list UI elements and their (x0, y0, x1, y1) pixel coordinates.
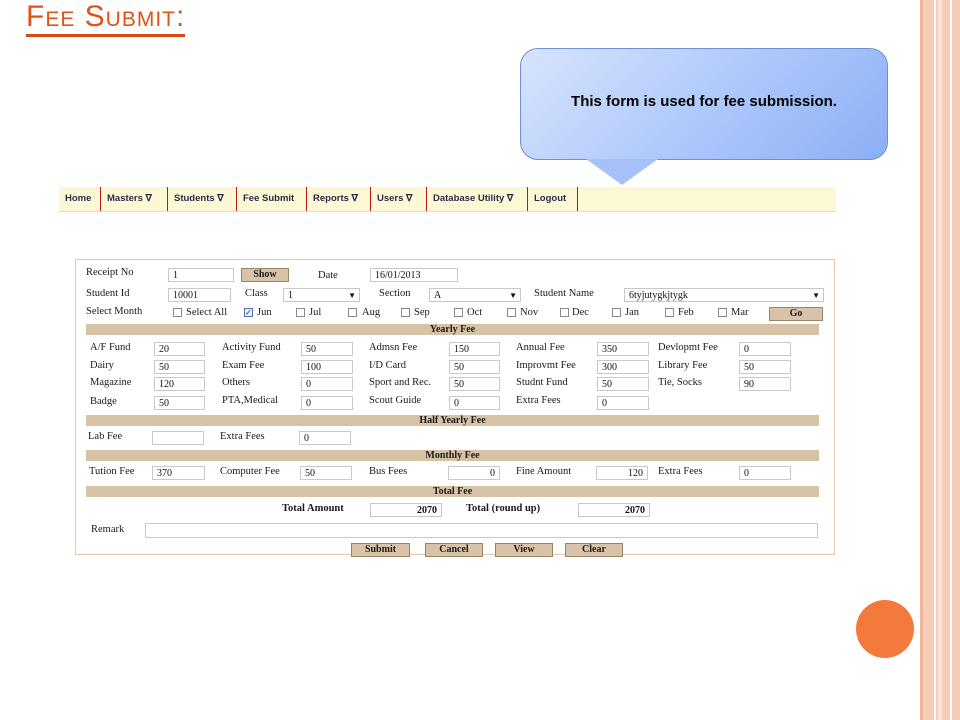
class-select[interactable] (283, 288, 360, 302)
fee-input[interactable]: 50 (154, 396, 205, 410)
menu-students[interactable]: Students ∇ (168, 187, 237, 211)
section-label: Section (379, 288, 411, 299)
fee-label: Sport and Rec. (369, 377, 432, 388)
fee-input[interactable]: 50 (449, 377, 500, 391)
fee-label: Studnt Fund (516, 377, 568, 388)
callout-text: This form is used for fee submission. (571, 93, 837, 110)
fee-input[interactable]: 350 (597, 342, 649, 356)
cancel-button[interactable]: Cancel (425, 543, 483, 557)
callout-tail (586, 159, 658, 185)
view-button[interactable]: View (495, 543, 553, 557)
month-checkbox-select-all[interactable] (173, 308, 182, 317)
total-round-up-input[interactable]: 2070 (578, 503, 650, 517)
fee-input[interactable] (152, 431, 204, 445)
fee-label: Bus Fees (369, 466, 408, 477)
section-header-half-yearly-fee: Half Yearly Fee (86, 415, 819, 426)
show-button[interactable]: Show (241, 268, 289, 282)
fee-input[interactable]: 0 (301, 377, 353, 391)
section-header-yearly-fee: Yearly Fee (86, 324, 819, 335)
receipt-no-label: Receipt No (86, 267, 134, 278)
month-checkbox-jun[interactable]: ✓ (245, 308, 252, 317)
slide-title: Fee Submit: (26, 0, 185, 37)
fee-label: Annual Fee (516, 342, 565, 353)
student-name-select[interactable] (624, 288, 824, 302)
fee-label: Magazine (90, 377, 132, 388)
month-label-jul: Jul (309, 307, 322, 318)
month-checkbox-jan[interactable] (612, 308, 621, 317)
fee-input[interactable]: 50 (300, 466, 352, 480)
total-round-up-label: Total (round up) (466, 503, 541, 514)
fee-label: Exam Fee (222, 360, 265, 371)
fee-input[interactable]: 120 (596, 466, 648, 480)
fee-input[interactable]: 0 (449, 396, 500, 410)
fee-label: Computer Fee (220, 466, 280, 477)
fee-label: Library Fee (658, 360, 708, 371)
fee-label: Badge (90, 396, 117, 407)
submit-button[interactable]: Submit (351, 543, 410, 557)
fee-input[interactable]: 90 (739, 377, 791, 391)
month-label-dec: Dec (572, 307, 589, 318)
fee-input[interactable]: 50 (597, 377, 649, 391)
month-label-nov: Nov (520, 307, 539, 318)
section-header-total-fee: Total Fee (86, 486, 819, 497)
fee-input[interactable]: 50 (301, 342, 353, 356)
fee-label: Extra Fees (516, 395, 561, 406)
month-checkbox-jul[interactable] (296, 308, 305, 317)
fee-label: I/D Card (369, 360, 407, 371)
fee-label: Tution Fee (89, 466, 135, 477)
fee-input[interactable]: 50 (739, 360, 791, 374)
class-select-value: 1 (288, 290, 293, 301)
month-checkbox-nov[interactable] (507, 308, 516, 317)
chevron-down-icon: ▼ (812, 291, 820, 300)
month-label-jun: Jun (257, 307, 272, 318)
clear-button[interactable]: Clear (565, 543, 623, 557)
fee-label: Dairy (90, 360, 114, 371)
fee-input[interactable]: 0 (299, 431, 351, 445)
fee-input[interactable]: 300 (597, 360, 649, 374)
fee-input[interactable]: 20 (154, 342, 205, 356)
student-id-input[interactable]: 10001 (168, 288, 231, 302)
menu-home[interactable]: Home (59, 187, 101, 211)
month-label-jan: Jan (625, 307, 639, 318)
decorative-right-stripes (920, 0, 960, 720)
section-select-value: A (434, 290, 442, 301)
month-checkbox-dec[interactable] (560, 308, 569, 317)
fee-label: Scout Guide (369, 395, 422, 406)
month-label-select-all: Select All (186, 307, 228, 318)
fee-input[interactable]: 370 (152, 466, 205, 480)
month-checkbox-mar[interactable] (718, 308, 727, 317)
menu-logout[interactable]: Logout (528, 187, 578, 211)
receipt-no-input[interactable]: 1 (168, 268, 234, 282)
menu-database-utility[interactable]: Database Utility ∇ (427, 187, 528, 211)
menu-fee-submit[interactable]: Fee Submit (237, 187, 307, 211)
month-label-feb: Feb (678, 307, 694, 318)
menu-reports[interactable]: Reports ∇ (307, 187, 371, 211)
month-checkbox-sep[interactable] (401, 308, 410, 317)
menu-users[interactable]: Users ∇ (371, 187, 427, 211)
fee-label: Extra Fees (220, 431, 265, 442)
section-header-monthly-fee: Monthly Fee (86, 450, 819, 461)
fee-input[interactable]: 50 (449, 360, 500, 374)
month-label-mar: Mar (731, 307, 749, 318)
fee-label: Tie, Socks (658, 377, 702, 388)
fee-input[interactable]: 0 (597, 396, 649, 410)
month-checkbox-aug[interactable] (348, 308, 357, 317)
date-label: Date (318, 270, 338, 281)
fee-input[interactable]: 0 (301, 396, 353, 410)
student-id-label: Student Id (86, 288, 130, 299)
remark-label: Remark (91, 524, 125, 535)
fee-input[interactable]: 150 (449, 342, 500, 356)
date-input[interactable]: 16/01/2013 (370, 268, 458, 282)
total-amount-input[interactable]: 2070 (370, 503, 442, 517)
fee-label: Extra Fees (658, 466, 703, 477)
student-name-label: Student Name (534, 288, 594, 299)
fee-label: Fine Amount (516, 466, 572, 477)
month-checkbox-oct[interactable] (454, 308, 463, 317)
fee-label: PTA,Medical (222, 395, 279, 406)
total-amount-label: Total Amount (282, 503, 344, 514)
fee-input[interactable]: 120 (154, 377, 205, 391)
remark-input[interactable] (145, 523, 818, 538)
main-menu-bar (59, 187, 836, 212)
fee-input[interactable]: 0 (739, 342, 791, 356)
fee-label: Lab Fee (88, 431, 123, 442)
fee-label: Devlopmt Fee (658, 342, 718, 353)
go-button[interactable]: Go (769, 307, 823, 321)
menu-masters[interactable]: Masters ∇ (101, 187, 168, 211)
month-label-sep: Sep (414, 307, 430, 318)
class-label: Class (245, 288, 268, 299)
fee-label: Others (222, 377, 250, 388)
section-select[interactable] (429, 288, 521, 302)
fee-label: Admsn Fee (369, 342, 418, 353)
month-label-oct: Oct (467, 307, 483, 318)
student-name-select-value: 6tyjutygkjtygk (629, 290, 688, 301)
month-label-aug: Aug (362, 307, 381, 318)
fee-label: A/F Fund (90, 342, 131, 353)
fee-input[interactable]: 0 (739, 466, 791, 480)
fee-input[interactable]: 50 (154, 360, 205, 374)
fee-label: Improvmt Fee (516, 360, 576, 371)
fee-input[interactable]: 0 (448, 466, 500, 480)
month-checkbox-feb[interactable] (665, 308, 674, 317)
select-month-label: Select Month (86, 306, 143, 317)
chevron-down-icon: ▼ (348, 291, 356, 300)
fee-input[interactable]: 100 (301, 360, 353, 374)
chevron-down-icon: ▼ (509, 291, 517, 300)
decorative-orange-circle (856, 600, 914, 658)
fee-label: Activity Fund (222, 342, 281, 353)
callout-bubble (520, 48, 888, 160)
